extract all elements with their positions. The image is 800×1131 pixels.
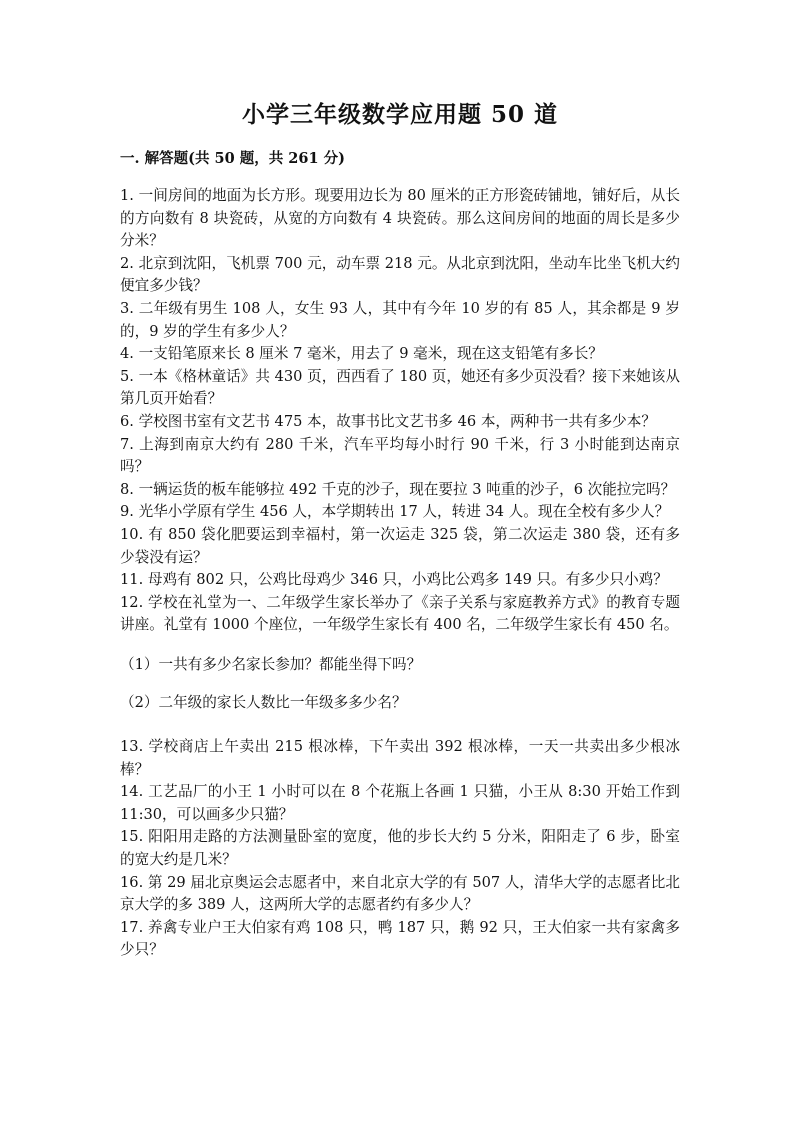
question-9: 9. 光华小学原有学生 456 人，本学期转出 17 人，转进 34 人。现在全校有多少人？ bbox=[120, 503, 670, 521]
page-title: 小学三年级数学应用题 50 道 bbox=[241, 101, 559, 128]
question-7: 7. 上海到南京大约有 280 千米，汽车平均每小时行 90 千米，行 3 小时能到达南京吗？ bbox=[120, 435, 680, 476]
question-14: 14. 工艺品厂的小王 1 小时可以在 8 个花瓶上各画 1 只猫，小王从 8:30 开始工作到 11:30，可以画多少只猫？ bbox=[120, 783, 680, 823]
question-15: 15. 阳阳用走路的方法测量卧室的宽度，他的步长大约 5 分米，阳阳走了 6 步，卧室的宽大约是几米？ bbox=[120, 828, 680, 869]
question-3: 3. 二年级有男生 108 人，女生 93 人，其中有今年 10 岁的有 85 人，其余都是 9 岁的，9 岁的学生有多少人？ bbox=[120, 299, 680, 340]
question-12: 12. 学校在礼堂为一、二年级学生家长举办了《亲子关系与家庭教养方式》的教育专题讲座。礼堂有 1000 个座位，一年级学生家长有 400 名，二年级学生家长有 450 名。 bbox=[120, 593, 680, 634]
question-11: 11. 母鸡有 802 只，公鸡比母鸡少 346 只，小鸡比公鸡多 149 只。有多少只小鸡？ bbox=[120, 571, 668, 589]
question-6: 6. 学校图书室有文艺书 475 本，故事书比文艺书多 46 本，两种书一共有多少本？ bbox=[120, 412, 656, 430]
question-17: 17. 养禽专业户王大伯家有鸡 108 只，鸭 187 只，鹅 92 只，王大伯家一共有家禽多少只？ bbox=[120, 918, 680, 959]
question-list bbox=[120, 185, 680, 962]
question-16: 16. 第 29 届北京奥运会志愿者中，来自北京大学的有 507 人，清华大学的志愿者比北京大学的多 389 人，这两所大学的志愿者约有多少人？ bbox=[120, 873, 680, 914]
question-8: 8. 一辆运货的板车能够拉 492 千克的沙子，现在要拉 3 吨重的沙子，6 次能拉完吗？ bbox=[120, 480, 676, 498]
question-1: 1. 一间房间的地面为长方形。现要用边长为 80 厘米的正方形瓷砖铺地，铺好后，从长的方向数有 8 块瓷砖，从宽的方向数有 4 块瓷砖。那么这间房间的地面的周长是多少分米？ bbox=[120, 187, 680, 250]
question-10: 10. 有 850 袋化肥要运到幸福村，第一次运走 325 袋，第二次运走 380 袋，还有多少袋没有运？ bbox=[120, 525, 680, 566]
question-5: 5. 一本《格林童话》共 430 页，西西看了 180 页，她还有多少页没看？接下来她该从第几页开始看？ bbox=[120, 367, 680, 408]
subquestion-2: （2）二年级的家长人数比一年级多多少名？ bbox=[120, 694, 407, 712]
question-4: 4. 一支铅笔原来长 8 厘米 7 毫米，用去了 9 毫米，现在这支铅笔有多长？ bbox=[120, 345, 603, 363]
question-2: 2. 北京到沈阳，飞机票 700 元，动车票 218 元。从北京到沈阳，坐动车比坐飞机大约便宜多少钱？ bbox=[120, 254, 680, 295]
section-heading: 一. 解答题(共 50 题，共 261 分) bbox=[120, 150, 345, 167]
question-13: 13. 学校商店上午卖出 215 根冰棒，下午卖出 392 根冰棒，一天一共卖出多少根冰棒？ bbox=[120, 738, 680, 778]
subquestion-1: （1）一共有多少名家长参加？都能坐得下吗？ bbox=[120, 655, 422, 673]
